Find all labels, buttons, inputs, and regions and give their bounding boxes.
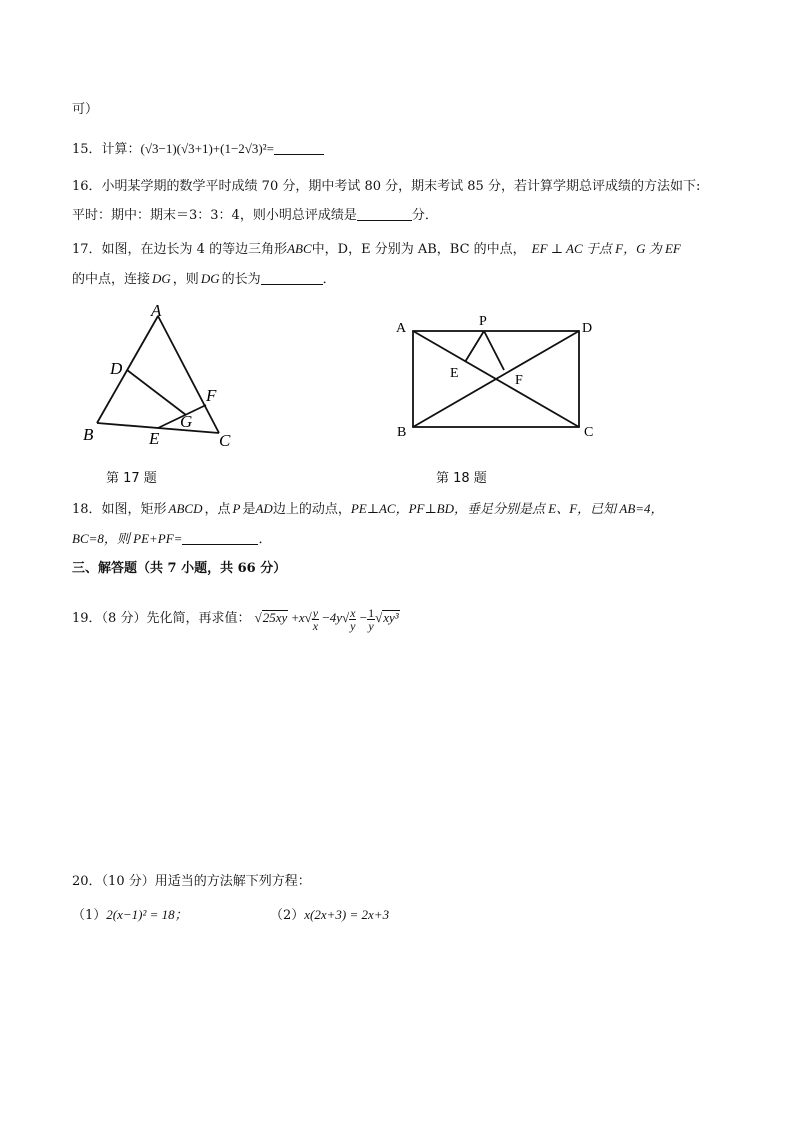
q19-term-1: 25xy (262, 610, 288, 625)
q20-part-2 (270, 906, 389, 925)
q18-text-b: ，点 (204, 502, 231, 517)
sqrt-icon: √ (342, 610, 350, 625)
q19-minus-1: − (322, 610, 330, 625)
label-d: D (110, 359, 123, 378)
figure-18-caption: 第 18 题 (436, 471, 487, 486)
q18-ad: AD (255, 501, 273, 516)
q18-line-1 (72, 500, 664, 519)
figure-17-caption: 第 17 题 (106, 471, 157, 486)
frac-den: y (350, 618, 356, 633)
q17-text-b: 中， (311, 242, 338, 257)
frac-num: y (312, 605, 319, 620)
q14-tail: 可） (72, 102, 99, 117)
question-19 (72, 603, 400, 634)
q18-p: P (232, 501, 241, 516)
q19-4y: 4y (329, 610, 342, 625)
q17-text-e: 的中点，连接 (72, 272, 151, 287)
q19-term-4: xy³ (383, 610, 399, 625)
frac-num: 1 (368, 605, 375, 620)
q17-line-2 (72, 270, 336, 289)
q18-abcd: ABCD (168, 501, 203, 516)
q19-expression (254, 605, 400, 633)
q16-unit: 分． (411, 208, 438, 223)
q19-minus-2: − (359, 610, 368, 625)
q17-text-a: 17．如图，在边长为 4 的等边三角形 (72, 242, 288, 257)
q18-text-g: ． (258, 532, 272, 547)
q15-number: 15．计算： (72, 142, 141, 157)
q16-line-1: 16．小明某学期的数学平时成绩 70 分，期中考试 80 分，期末考试 85 分，若计算学期总评成绩的方法如下: (72, 179, 701, 194)
q17-dg-2: DG (200, 271, 220, 286)
q16-text: 平时：期中：期末＝3：3：4，则小明总评成绩是 (72, 208, 357, 223)
q19-prefix: 19．（8 分）先化简，再求值： (72, 611, 251, 626)
q17-text-g: 的长为 (221, 272, 261, 287)
q18-answer-blank (182, 531, 258, 545)
q15-answer-blank (274, 141, 324, 155)
q16-answer-blank (357, 207, 412, 221)
q20-part-1 (72, 906, 188, 925)
segment-dg (127, 370, 186, 415)
q19-frac-3 (367, 607, 375, 632)
label-g: G (180, 412, 193, 431)
q16-line-2 (72, 207, 438, 225)
label-d: D (582, 321, 593, 336)
q17-line-1 (72, 240, 681, 259)
frac-num: x (350, 605, 356, 620)
q18-text-e: PE⊥AC，PF⊥BD，垂足分别是点 E、F，已知 AB=4， (350, 501, 664, 516)
q19-plus: + (291, 610, 299, 625)
q19-frac-1 (312, 607, 319, 632)
label-a: A (151, 301, 162, 320)
q17-text-d: EF ⊥ AC 于点 F，G 为 EF (531, 241, 681, 256)
section-3-heading: 三、解答题（共 7 小题，共 66 分） (72, 561, 287, 576)
q19-x: x (298, 610, 305, 625)
question-15 (72, 140, 324, 159)
q15-expression: (√3−1)(√3+1)+(1−2√3)²= (140, 141, 274, 156)
q18-text-f: BC=8，则 PE+PF= (72, 531, 183, 546)
q20-part-2-expr: x(2x+3) = 2x+3 (304, 907, 390, 922)
label-e: E (450, 366, 459, 381)
q20-part-2-label: （2） (270, 908, 305, 923)
q20-part-1-label: （1） (72, 908, 107, 923)
segment-pf (484, 331, 504, 370)
label-f: F (515, 373, 523, 388)
frac-den: x (312, 618, 319, 633)
label-c: C (584, 425, 594, 440)
figure-18-rectangle (392, 312, 606, 440)
sqrt-icon: √ (375, 610, 383, 625)
label-f: F (206, 386, 217, 405)
q18-line-2 (72, 530, 271, 549)
q20-title: 20．（10 分）用适当的方法解下列方程： (72, 874, 311, 889)
label-b: B (397, 425, 407, 440)
label-p: P (479, 314, 487, 329)
label-e: E (149, 429, 160, 448)
segment-pe (465, 331, 484, 362)
q17-answer-blank (261, 271, 323, 285)
label-c: C (219, 431, 231, 450)
q17-text-f: ，则 (172, 272, 199, 287)
q17-text-c: D，E 分别为 AB，BC 的中点， (337, 242, 526, 257)
q17-dg: DG (152, 271, 171, 286)
q18-text-d: 边上的动点， (272, 502, 351, 517)
q18-text-a: 18．如图，矩形 (72, 502, 167, 517)
sqrt-icon: √ (304, 610, 312, 625)
frac-den: y (368, 618, 374, 633)
q18-text-c: 是 (242, 502, 256, 517)
q17-abc: ABC (287, 241, 312, 256)
q20-part-1-expr: 2(x−1)² = 18； (106, 907, 188, 922)
sqrt-icon: √ (254, 610, 262, 625)
label-a: A (396, 321, 407, 336)
figure-17-triangle (78, 298, 258, 458)
q19-frac-2 (349, 607, 356, 632)
q17-text-h: ． (322, 272, 336, 287)
label-b: B (83, 425, 94, 444)
